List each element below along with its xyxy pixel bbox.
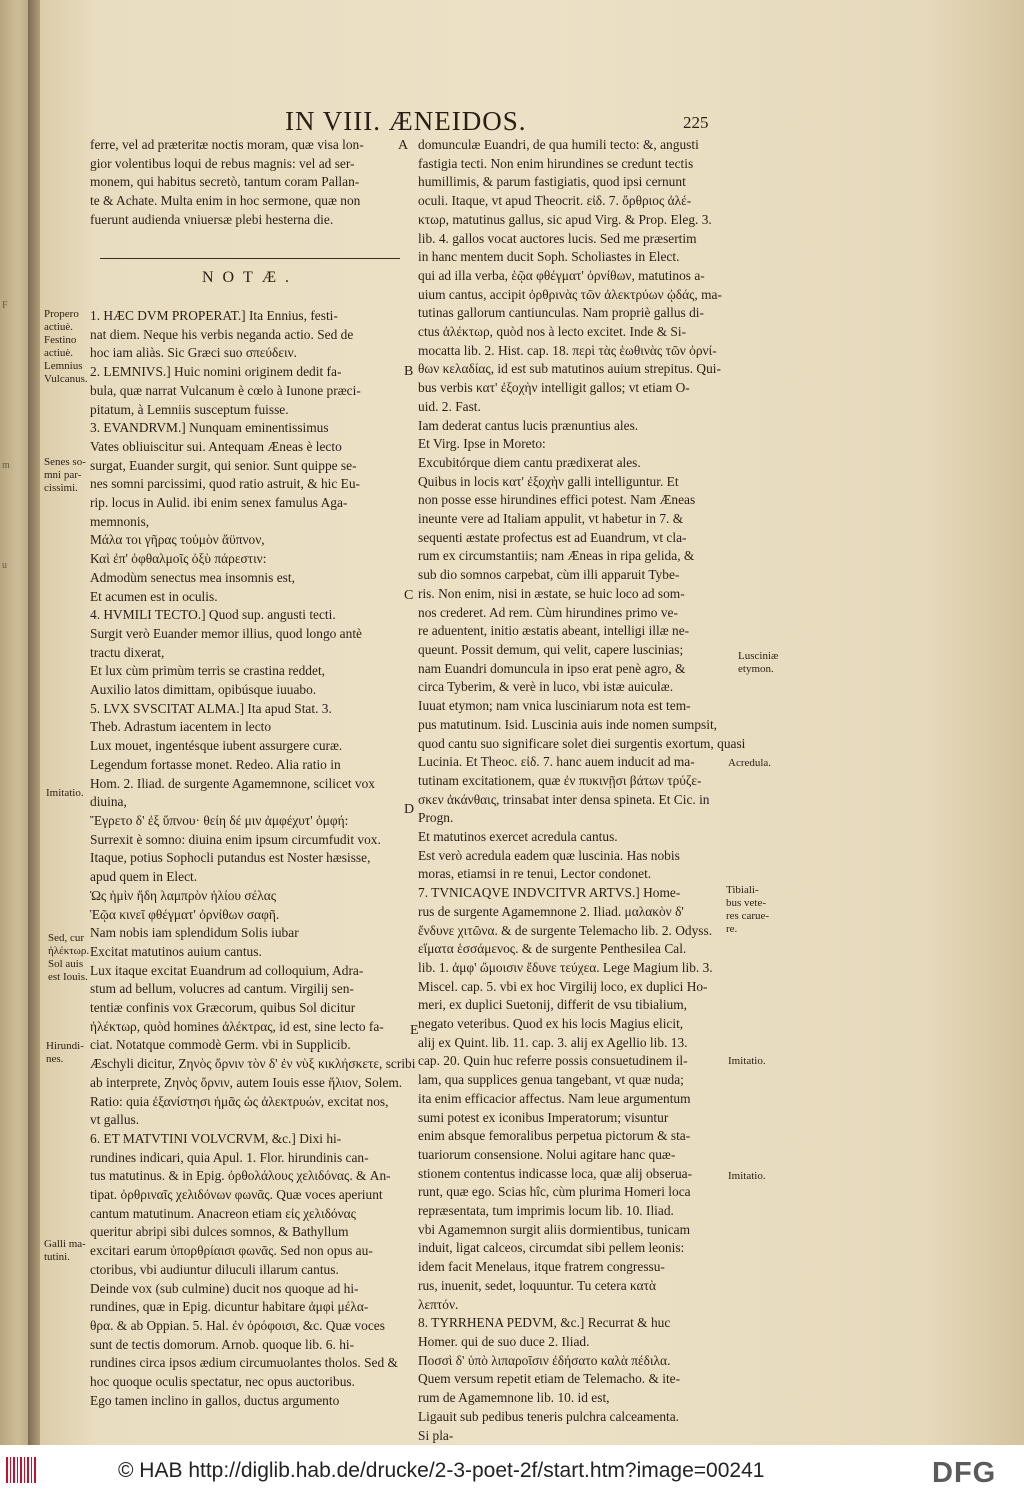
text-line: lib. 4. gallos vocat auctores lucis. Sed me præsertim — [418, 230, 697, 246]
text-line: Quibus in locis κατ' ἐξοχὴν galli intelliguntur. Et — [418, 473, 679, 489]
section-letter-a: A — [398, 138, 409, 153]
text-line: εἵματα ἑσσάμενος. & de surgente Penthesilea Cal. — [418, 941, 687, 957]
text-line: circa Tyberim, & verè in luco, vbi istæ auiculæ. — [418, 679, 674, 695]
text-line: Vates obliuiscitur sui. Antequam Æneas è lecto — [90, 438, 342, 454]
text-line: ris. Non enim, nisi in æstate, se huic loco ad som- — [418, 585, 685, 601]
text-line: sumi potest ex iconibus Imperatorum; visuntur — [418, 1109, 669, 1125]
text-line: te & Achate. Multa enim in hoc sermone, quæ non — [90, 193, 361, 209]
margin-note-propero: Propero actiuè. Festino actiuè. Lemnius Vulcanus. — [44, 308, 88, 385]
text-line: surgat, Euander surgit, qui senior. Sunt quippe se- — [90, 457, 357, 473]
text-line: negato veteribus. Quod ex his locis Magius elicit, — [418, 1016, 684, 1032]
text-line: enim absque femoralibus perpetua pictorum & sta- — [418, 1128, 691, 1144]
text-line: ctus ἀλέκτωρ, quòd nos à lecto excitet. Inde & Si- — [418, 324, 687, 340]
text-line: queunt. Possit demum, qui velit, capere luscinias; — [418, 641, 684, 657]
text-line: Surgit verò Euander memor illius, quod longo antè — [90, 625, 362, 641]
text-line: θων κελαδίας, id est sub matutinos auium strepitus. Qui- — [418, 361, 721, 377]
margin-note-tibialibus: Tibiali- bus vete- res carue- re. — [726, 884, 770, 935]
text-line: Ligauit sub pedibus teneris pulchra calceamenta. — [418, 1408, 680, 1424]
text-line: Progn. — [418, 810, 454, 826]
text-line: rundines circa ipsos ædium circumuolantes tholos. Sed & — [90, 1355, 398, 1371]
text-line: memnonis, — [90, 513, 150, 529]
text-line: idem facit Menelaus, itque fratrem congressu- — [418, 1259, 665, 1275]
text-line: 1. HÆC DVM PROPERAT.] Ita Ennius, festi- — [90, 308, 338, 323]
text-line: gior volentibus loqui de rebus magnis: vel ad ser- — [90, 155, 355, 171]
text-line: repræsentata, tum imprimis locum lib. 10. Iliad. — [418, 1203, 674, 1219]
text-line: pitatum, à Lemniis susceptum fuisse. — [90, 401, 289, 417]
text-line: sub dio somnos carpebat, cùm illi apparuit Tybe- — [418, 567, 680, 583]
text-line: qui ad illa verba, ἑῷα φθέγματ' ὀρνίθων, matutinos a- — [418, 267, 705, 283]
text-line: κτωρ, matutinus gallus, sic apud Virg. & Prop. Eleg. 3. — [418, 211, 712, 227]
text-line: Est verò acredula eadem quæ luscinia. Has nobis — [418, 847, 680, 863]
text-line: pus matutinum. Isid. Luscinia auis inde nomen sumpsit, — [418, 716, 718, 732]
margin-note-imitatio: Imitatio. — [46, 787, 84, 799]
margin-note-imitatio-1: Imitatio. — [728, 1055, 766, 1067]
text-line: Excubitórque diem cantu prædixerat ales. — [418, 454, 641, 470]
margin-note-acredula: Acredula. — [728, 757, 772, 769]
text-line: Ἑῷα κινεῖ φθέγματ' ὀρνίθων σαφῆ. — [90, 906, 280, 922]
text-line: humillimis, & parum fastigiatis, quod ipsi cernunt — [418, 174, 686, 190]
text-line: ἔνδυνε χιτῶνα. & de surgente Telemacho lib. 2. Odyss. — [418, 922, 713, 938]
previous-page-edge: F m u — [0, 0, 30, 1445]
text-line: meri, ex duplici Suetonij, differit de vsu tibialium, — [418, 997, 688, 1013]
text-line: induit, ligat calceos, circumdat sibi pellem leonis: — [418, 1240, 685, 1256]
margin-note-imitatio-2: Imitatio. — [728, 1170, 766, 1182]
text-line: Iam dederat cantus lucis prænuntius ales. — [418, 417, 639, 433]
text-line: Itaque, potius Sophocli putandus est Noster hæsisse, — [90, 850, 371, 866]
text-line: non posse esse hirundines effici potest. Nam Æneas — [418, 492, 696, 508]
text-line: quod cantu suo significare solet diei surgentis exortum, quasi — [418, 735, 746, 751]
text-line: stum ad bellum, volucres ad cantum. Virgilij sen- — [90, 981, 354, 997]
text-line: lam, qua supplices genua tangebant, vt quæ nuda; — [418, 1072, 684, 1088]
text-line: 2. LEMNIVS.] Huic nomini originem dedit fa- — [90, 364, 342, 380]
section-letter-e: E — [410, 1023, 419, 1038]
text-line: rus, inuenit, sedet, loquuntur. Tu cetera κατὰ — [418, 1277, 657, 1293]
dfg-logo: DFG — [932, 1457, 997, 1489]
page-number: 225 — [683, 113, 709, 132]
text-line: cap. 20. Quin huc referre possis consuetudinem il- — [418, 1053, 688, 1069]
margin-note-hirundines: Hirundi- nes. — [46, 1040, 84, 1065]
text-line: Ποσσὶ δ' ὑπὸ λιπαροῖσιν ἐδήσατο καλὰ πέδιλα. — [418, 1352, 671, 1368]
text-line: lib. 1. ἀμφ' ὤμοισιν ἔδυνε τεύχεα. Lege Magium lib. 3. — [418, 959, 713, 975]
text-line: bus verbis κατ' ἐξοχὴν intelligit gallos; vt etiam O- — [418, 380, 690, 396]
text-line: Ego tamen inclino in gallos, ductus argumento — [90, 1392, 340, 1408]
text-line: diuina, — [90, 794, 127, 810]
text-line: rus de surgente Agamemnone 2. Iliad. μαλακὸν δ' — [418, 903, 684, 919]
notae-heading: NOTÆ. — [201, 269, 299, 286]
text-line: runt, quæ ego. Scias hîc, cùm plurima Homeri loca — [418, 1184, 691, 1200]
text-line: sunt de tectis domorum. Arnob. quoque lib. 6. hi- — [90, 1336, 355, 1352]
section-rule — [100, 258, 400, 259]
text-line: ctoribus, vbi audiuntur diluculi illarum cantus. — [90, 1261, 339, 1277]
section-letter-c: C — [404, 588, 414, 603]
margin-note-sed-cur: Sed, cur ἠλέκτωρ. Sol auis est Iouis. — [48, 932, 90, 983]
text-line: queritur abripi sibi dulces somnos, & Bathyllum — [90, 1224, 349, 1240]
text-line: Surrexit è somno: diuina enim ipsum circumfudit vox. — [90, 831, 381, 847]
text-line: sequenti æstate profectus est ad Euandrum, vt cla- — [418, 529, 687, 545]
text-line: 4. HVMILI TECTO.] Quod sup. angusti tecti. — [90, 607, 336, 623]
text-line: Deinde vox (sub culmine) ducit nos quoque ad hi- — [90, 1280, 359, 1296]
text-line: 7. TVNICAQVE INDVCITVR ARTVS.] Home- — [418, 885, 681, 901]
margin-note-galli: Galli ma- tutini. — [44, 1238, 86, 1263]
text-line: nam Euandri domuncula in ipso erat penè agro, & — [418, 660, 686, 676]
text-line: bula, quæ narrat Vulcanum è cœlo à Iunone præci- — [90, 382, 361, 398]
text-line: Et lux cùm primùm terris se crastina reddet, — [90, 663, 326, 679]
text-line: in hanc mentem ducit Soph. Scholiastes in Elect. — [418, 249, 680, 265]
text-line: fuerunt audienda vniuersæ plebi hesterna die. — [90, 211, 334, 227]
text-line: Quem versum repetit etiam de Telemacho. & ite- — [418, 1371, 681, 1387]
text-line: uid. 2. Fast. — [418, 398, 481, 414]
text-line: Nam nobis iam splendidum Solis iubar — [90, 925, 299, 941]
text-line: vbi Agamemnon surgit aliis dormientibus, tunicam — [418, 1221, 691, 1237]
text-line: ferre, vel ad præteritæ noctis moram, quæ visa lon- — [90, 137, 364, 152]
left-column — [90, 136, 420, 230]
text-line: Ratio: quia ἐξανίστησι ἡμᾶς ὡς ἀλεκτρυών, excitat nos, — [90, 1093, 389, 1109]
text-line: oculi. Itaque, vt apud Theocrit. εἰδ. 7. ὄρθριος ἀλέ- — [418, 193, 692, 209]
text-line: excitari earum ὑπορθρίαισι φωνᾶς. Sed non opus au- — [90, 1243, 373, 1259]
section-letter-d: D — [404, 802, 415, 817]
text-line: domunculæ Euandri, de qua humili tecto: &, angusti — [418, 137, 699, 152]
text-line: ab interprete, Ζηνὸς ὄρνιν, autem Iouis esse ἥλιον, Solem. — [90, 1074, 403, 1090]
text-line: rundines, quæ in Epig. dicuntur habitare ἀμφὶ μέλα- — [90, 1299, 369, 1315]
text-line: Æschyli dicitur, Ζηνὸς ὄρνιν τὸν δ' ἐν νὺξ κικλήσκετε, scribi — [90, 1056, 416, 1072]
text-line: Καὶ ἐπ' ὀφθαλμοῖς ὀξὺ πάρεστιν: — [90, 551, 267, 567]
margin-note-lusciniae: Lusciniæ etymon. — [738, 650, 779, 675]
text-line: hoc iam aliàs. Sic Græci suo σπεύδειν. — [90, 345, 297, 361]
text-line: alij ex Quint. lib. 11. cap. 3. alij ex Agellio lib. 13. — [418, 1034, 688, 1050]
text-line: Auxilio latos dimittam, opibúsque iuuabo. — [90, 682, 317, 698]
running-title: IN VIII. ÆNEIDOS. — [285, 106, 527, 136]
text-line: Ὡς ἡμὶν ἤδη λαμπρὸν ἡλίου σέλας — [90, 887, 277, 903]
text-line: 8. TYRRHENA PEDVM, &c.] Recurrat & huc — [418, 1315, 671, 1331]
text-line: vt gallus. — [90, 1112, 140, 1128]
text-line: rum ex circumstantiis; nam Æneas in ripa gelida, & — [418, 548, 695, 564]
library-logo — [6, 1457, 38, 1483]
text-line: rundines indicari, quia Apul. 1. Flor. hirundinis can- — [90, 1149, 369, 1165]
text-line: Iuuat etymon; nam vnica lusciniarum nota est tem- — [418, 698, 691, 714]
text-line: cantum matutinum. Anacreon etiam εἰς χελιδόνας — [90, 1205, 356, 1221]
text-line: tutinam excitationem, quæ ἐν πυκινῇσι βάτων τρύζε- — [418, 772, 702, 788]
text-line: Lux mouet, ingentésque iubent assurgere curæ. — [90, 738, 343, 754]
text-line: Homer. qui de suo duce 2. Iliad. — [418, 1334, 590, 1349]
text-line: monem, qui habitus secretò, tantum coram Pallan- — [90, 174, 360, 190]
text-line: tentiæ confinis vox Græcorum, quibus Sol dicitur — [90, 1000, 356, 1016]
text-line: Legendum fortasse monet. Redeo. Alia ratio in — [90, 756, 341, 772]
text-line: tipat. ὀρθριναῖς χελιδόνων φωνᾶς. Quæ voces aperiunt — [90, 1187, 383, 1203]
text-line: re aduentent, initio æstatis abeant, intelligi illæ ne- — [418, 623, 690, 639]
text-line: Si pla- — [418, 1427, 454, 1443]
text-line: stionem contentus indicasse loca, quæ alij obserua- — [418, 1165, 693, 1181]
text-line: tus matutinus. & in Epig. ὀρθολάλους χελιδόνας. & An- — [90, 1168, 391, 1184]
left-column-intro — [90, 136, 420, 230]
left-column-notes — [90, 307, 420, 1410]
text-line: Et acumen est in oculis. — [90, 588, 218, 604]
text-line: Admodùm senectus mea insomnis est, — [90, 569, 295, 585]
text-line: tractu dixerat, — [90, 644, 165, 660]
text-line: ciat. Notatque commodè Germ. vbi in Supplicib. — [90, 1037, 351, 1053]
text-line: 5. LVX SVSCITAT ALMA.] Ita apud Stat. 3. — [90, 700, 332, 716]
text-line: fastigia tecti. Non enim hirundines se credunt tectis — [418, 155, 694, 171]
text-line: Lucinia. Et Theoc. εἰδ. 7. hanc auem inducit ad ma- — [418, 754, 695, 770]
text-line: apud quem in Elect. — [90, 869, 198, 885]
text-line: Hom. 2. Iliad. de surgente Agamemnone, scilicet vox — [90, 775, 375, 791]
text-line: moras, etiamsi in re tenui, Lector condonet. — [418, 866, 652, 882]
section-letter-b: B — [404, 364, 414, 379]
text-line: Ἔγρετο δ' ἐξ ὕπνου· θείη δέ μιν ἀμφέχυτ' ὀμφή: — [90, 812, 349, 828]
text-line: mocatta lib. 2. Hist. cap. 18. περὶ τὰς ἑωθινὰς τῶν ὀρνί- — [418, 342, 717, 358]
text-line: Et matutinos exercet acredula cantus. — [418, 829, 618, 845]
source-credit[interactable]: © HAB http://diglib.hab.de/drucke/2-3-poet-2f/start.htm?image=00241 — [118, 1459, 765, 1482]
text-line: nos crederet. Ad rem. Cùm hirundines primo ve- — [418, 604, 678, 620]
text-line: tutinas gallorum cantiunculas. Nam propriè gallus di- — [418, 305, 704, 321]
text-line: Μάλα τοι γῆρας τοὐμὸν ἄϋπνον, — [90, 532, 265, 548]
text-line: tuariorum consensione. Nolui agitare hanc quæ- — [418, 1146, 676, 1162]
text-line: 6. ET MATVTINI VOLVCRVM, &c.] Dixi hi- — [90, 1130, 342, 1146]
text-line: ita enim efficacior affectus. Nam leue argumentum — [418, 1090, 691, 1106]
text-line: rip. locus in Aulid. ibi enim senex famulus Aga- — [90, 495, 348, 511]
text-line: Theb. Adrastum iacentem in lecto — [90, 719, 272, 735]
text-line: θρα. & ab Oppian. 5. Hal. ἐν ὀρόφοισι, &c. Quæ voces — [90, 1317, 385, 1333]
text-line: σκεν ἀκάνθαις, trinsabat inter densa spineta. Et Cic. in — [418, 791, 710, 807]
margin-note-senes: Senes so- mni par- cissimi. — [44, 456, 86, 494]
text-line: ineunte vere ad Italiam appulit, vt habetur in 7. & — [418, 511, 684, 527]
text-line: Miscel. cap. 5. vbi ex hoc Virgilij loco, ex duplici Ho- — [418, 978, 708, 994]
text-line: Excitat matutinos auium cantus. — [90, 943, 262, 959]
text-line: hoc quoque oculis spectatur, nec opus auctoribus. — [90, 1374, 355, 1390]
text-line: 3. EVANDRVM.] Nunquam eminentissimus — [90, 420, 329, 436]
right-column — [418, 136, 746, 1445]
text-line: rum de Agamemnone lib. 10. id est, — [418, 1390, 610, 1406]
text-line: ἠλέκτωρ, quòd homines ἀλέκτρας, id est, sine lecto fa- — [90, 1018, 384, 1034]
text-line: uium cantus, accipit ὀρθρινὰς τῶν ἀλεκτρύων ᾠδάς, ma- — [418, 286, 722, 302]
text-line: λεπτόν. — [418, 1296, 459, 1312]
text-line: Lux itaque excitat Euandrum ad colloquium, Adra- — [90, 962, 364, 978]
text-line: Et Virg. Ipse in Moreto: — [418, 436, 546, 452]
text-line: nes somni parcissimi, quod ratio astruit, & hic Eu- — [90, 476, 361, 492]
text-line: nat diem. Neque his verbis neganda actio. Sed de — [90, 326, 354, 342]
